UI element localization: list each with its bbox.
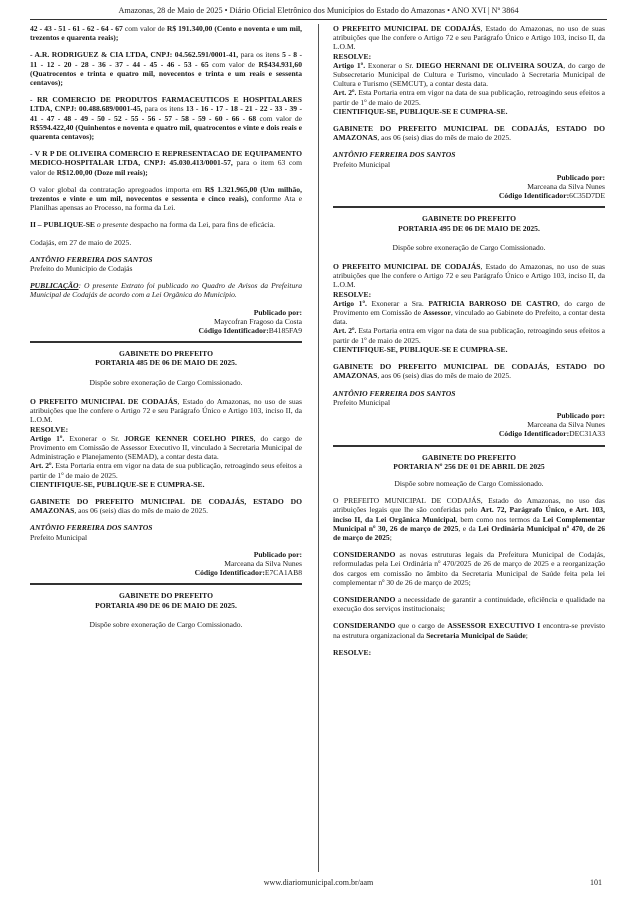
section-rule xyxy=(333,206,605,208)
resolve-label: RESOLVE: xyxy=(333,289,372,299)
paragraph: - V R P DE OLIVEIRA COMERCIO E REPRESENTACAO DE EQUIPAMENTO MEDICO-HOSPITALAR LTDA, CNPJ: 45.030.413/0001-57, para o item 63 com valor de R$12.00,00 (Doze mil reais); xyxy=(30,149,302,177)
paragraph: II – PUBLIQUE-SE o presente despacho na forma da Lei, para fins de eficácia. xyxy=(30,220,275,230)
article: Art. 2º. Esta Portaria entra em vigor na data de sua publicação, retroagindo seus efeitos a partir de 1º de maio de 2025. xyxy=(30,461,302,480)
paragraph: CONSIDERANDO que o cargo de ASSESSOR EXECUTIVO I encontra-se previsto na estrutura organizacional da Secretaria Municipal de Saúde; xyxy=(333,621,605,640)
paragraph: O PREFEITO MUNICIPAL DE CODAJÁS, Estado do Amazonas, no uso de suas atribuições que lhe confere o Artigo 72 e seu Parágrafo Único e Artigo 103, inciso II, da L.O.M. xyxy=(333,262,605,290)
section-rule xyxy=(30,583,302,585)
paragraph: - A.R. RODRIGUEZ & CIA LTDA, CNPJ: 04.562.591/0001-41, para os itens 5 - 8 - 11 - 12 - 20 - 28 - 36 - 37 - 44 - 45 - 46 - 53 - 65 com valor de R$434.931,60 (Quatrocentos e trinta e quatro mil, novecentos e trinta e um reais e sessenta centavos); xyxy=(30,50,302,88)
header-rule xyxy=(30,19,607,20)
paragraph: CONSIDERANDO a necessidade de garantir a continuidade, eficiência e qualidade na execução dos serviços institucionais; xyxy=(333,594,605,614)
section-rule xyxy=(333,445,605,447)
act-title: GABINETE DO PREFEITO xyxy=(119,349,213,359)
closing-line: CIENTIFIQUE-SE, PUBLIQUE-SE E CUMPRA-SE. xyxy=(333,106,508,116)
paragraph: GABINETE DO PREFEITO MUNICIPAL DE CODAJÁS, ESTADO DO AMAZONAS, aos 06 (seis) dias do mês de maio de 2025. xyxy=(30,496,302,516)
paragraph: GABINETE DO PREFEITO MUNICIPAL DE CODAJÁS, ESTADO DO AMAZONAS, aos 06 (seis) dias do mês de maio de 2025. xyxy=(333,362,605,381)
page-number: 101 xyxy=(590,878,602,887)
paragraph: O valor global da contratação apregoados importa em R$ 1.321.965,00 (Um milhão, trezentos e vinte e um mil, novecentos e sessenta e cinco reais), conforme Ata e Planilhas apensas ao Processo, na forma da Lei. xyxy=(30,184,302,213)
paragraph: 42 - 43 - 51 - 61 - 62 - 64 - 67 com valor de R$ 191.340,00 (Cento e noventa e um mil, trezentos e quarenta reais); xyxy=(30,24,302,43)
signatory-role: Prefeito Municipal xyxy=(333,159,391,169)
section-rule xyxy=(30,341,302,343)
article: Art. 2º. Esta Portaria entra em vigor na data de sua publicação, retroagindo seus efeitos a partir de 1º de maio de 2025. xyxy=(333,326,605,345)
resolve-label: RESOLVE: xyxy=(333,647,372,657)
published-by: Publicado por: Marceana da Silva Nunes Código Identificador:E7CA1AB8 xyxy=(194,549,302,578)
act-title: PORTARIA Nº 256 DE 01 DE ABRIL DE 2025 xyxy=(393,461,545,471)
published-by: Publicado por: Marceana da Silva Nunes Código Identificador:DEC31A33 xyxy=(498,410,605,439)
page-header: Amazonas, 28 de Maio de 2025 • Diário Oficial Eletrônico dos Municípios do Estado do Amazonas • ANO XVI | Nº 3864 xyxy=(118,6,519,15)
left-column xyxy=(30,24,302,637)
paragraph: - RR COMERCIO DE PRODUTOS FARMACEUTICOS E HOSPITALARES LTDA, CNPJ: 00.488.689/0001-45, para os itens 13 - 16 - 17 - 18 - 21 - 22 - 33 - 39 - 41 - 47 - 48 - 49 - 50 - 52 - 55 - 56 - 57 - 58 - 59 - 60 - 66 - 68 com valor de R$594.422,40 (Quinhentos e noventa e quatro mil, quatrocentos e vinte e dois reais e quarenta centavos); xyxy=(30,95,302,142)
closing-line: CIENTIFIQUE-SE, PUBLIQUE-SE E CUMPRA-SE. xyxy=(333,344,508,354)
paragraph: O PREFEITO MUNICIPAL DE CODAJÁS, Estado do Amazonas, no uso de suas atribuições que lhe confere o Artigo 72 e seu Parágrafo Único e Artigo 103, inciso II, da L.O.M. xyxy=(30,396,302,425)
act-title: PORTARIA 485 DE 06 DE MAIO DE 2025. xyxy=(95,358,237,368)
paragraph: O PREFEITO MUNICIPAL DE CODAJÁS, Estado do Amazonas, no uso de suas atribuições que lhe confere o Artigo 72 e seu Parágrafo Único e Artigo 103, inciso II, da L.O.M. xyxy=(333,24,605,52)
act-title: PORTARIA 495 DE 06 DE MAIO DE 2025. xyxy=(398,223,540,233)
signatory-name: ANTÔNIO FERREIRA DOS SANTOS xyxy=(333,388,456,398)
paragraph: O PREFEITO MUNICIPAL DE CODAJÁS, Estado do Amazonas, no uso das atribuições legais que lhe são conferidas pelo Art. 72, Parágrafo Único, e Art. 103, inciso II, da Lei Orgânica Municipal, bem como nos termos da Lei Complementar Municipal nº 30, 26 de março de 2025, e da Lei Ordinária Municipal nº 470, de 26 de março de 2025; xyxy=(333,496,606,542)
signature-block xyxy=(333,389,605,407)
article: Artigo 1º. Exonerar a Sra. PATRICIA BARROSO DE CASTRO, do cargo de Provimento em Comissão de Assessor, vinculado ao Gabinete do Prefeito, a contar desta data. xyxy=(333,298,606,327)
date-line: Codajás, em 27 de maio de 2025. xyxy=(30,237,132,247)
column-divider xyxy=(318,24,319,872)
paragraph: GABINETE DO PREFEITO MUNICIPAL DE CODAJÁS, ESTADO DO AMAZONAS, aos 06 (seis) dias do mês de maio de 2025. xyxy=(333,124,605,143)
closing-line: CIENTIFIQUE-SE, PUBLIQUE-SE E CUMPRA-SE. xyxy=(30,479,205,489)
published-by: Publicado por: Marceana da Silva Nunes Código Identificador:6C35D7DE xyxy=(498,172,605,201)
signatory-name: ANTÔNIO FERREIRA DOS SANTOS xyxy=(30,523,153,533)
signatory-role: Prefeito do Município de Codajás xyxy=(30,264,133,274)
act-title: GABINETE DO PREFEITO xyxy=(119,591,213,601)
act-summary: Dispõe sobre exoneração de Cargo Comissionado. xyxy=(89,619,243,629)
published-by: Publicado por: Maycofran Fragoso da Costa Código Identificador:B4185FA9 xyxy=(198,307,302,336)
publication-note: PUBLICAÇÃO: O presente Extrato foi publicado no Quadro de Avisos da Prefeitura Municipal de Codajás de acordo com a Lei Orgânica do Município. xyxy=(30,281,302,300)
act-summary: Dispõe sobre nomeação de Cargo Comissionado. xyxy=(394,478,544,488)
article: Artigo 1º. Exonerar o Sr. DIEGO HERNANI DE OLIVEIRA SOUZA, do cargo de Subsecretario Municipal de Cultura e Turismo, vinculado à Secretaria Municipal de Cultura e Turismo (SEMCUT), a contar desta data. xyxy=(333,60,606,89)
article: Art. 2º. Esta Portaria entra em vigor na data de sua publicação, retroagindo seus efeitos a partir de 1º de maio de 2025. xyxy=(333,88,605,107)
signatory-name: ANTÔNIO FERREIRA DOS SANTOS xyxy=(333,150,456,160)
act-summary: Dispõe sobre exoneração de Cargo Comissionado. xyxy=(392,242,546,252)
signatory-role: Prefeito Municipal xyxy=(30,532,88,542)
signatory-name: ANTÔNIO FERREIRA DOS SANTOS xyxy=(30,254,153,264)
right-column xyxy=(333,24,605,657)
act-summary: Dispõe sobre exoneração de Cargo Comissionado. xyxy=(89,377,243,387)
act-title: PORTARIA 490 DE 06 DE MAIO DE 2025. xyxy=(95,600,237,610)
resolve-label: RESOLVE: xyxy=(333,51,372,61)
paragraph: CONSIDERANDO as novas estruturas legais da Prefeitura Municipal de Codajás, reformuladas pela Lei Ordinária nº 470/2025 de 26 de março de 2025 e a reorganização dos cargos em comissão no âmbito da Secretaria Municipal de Saúde feita pela lei complementar nº 30 de 26 de março de 2025; xyxy=(333,550,605,587)
article: Artigo 1º. Exonerar o Sr. JORGE KENNER COELHO PIRES, do cargo de Provimento em Comissão de Assessor Executivo II, vinculado à Secretaria Municipal de Administração e Planejamento (SEMAD), a contar desta data. xyxy=(30,433,303,462)
signature-block xyxy=(333,150,605,168)
act-title: GABINETE DO PREFEITO xyxy=(422,214,516,224)
signature-block xyxy=(30,523,302,541)
act-title: GABINETE DO PREFEITO xyxy=(422,452,516,462)
resolve-label: RESOLVE: xyxy=(30,424,69,434)
signatory-role: Prefeito Municipal xyxy=(333,397,391,407)
signature-block xyxy=(30,255,302,273)
footer-url: www.diariomunicipal.com.br/aam xyxy=(263,878,374,887)
